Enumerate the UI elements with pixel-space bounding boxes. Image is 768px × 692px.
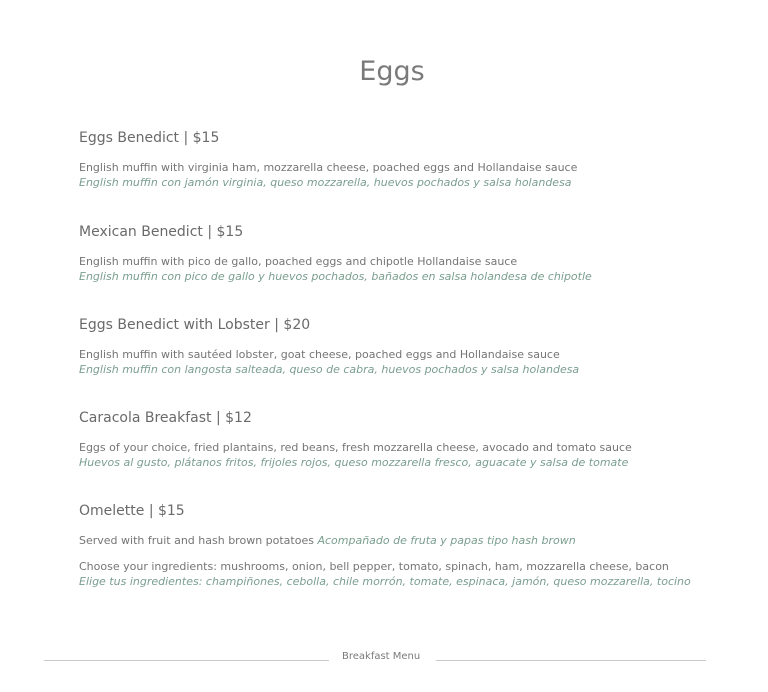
menu-item-description-en: Choose your ingredients: mushrooms, onion, bell pepper, tomato, spinach, ham, mozzarella cheese, bacon [79,560,669,573]
menu-item-description-es: English muffin con jamón virginia, queso mozzarella, huevos pochados y salsa holandesa [79,176,572,189]
menu-item-description-es: Elige tus ingredientes: champiñones, cebolla, chile morrón, tomate, espinaca, jamón, queso mozzarella, tocino [79,575,691,588]
menu-item-description-es: English muffin con pico de gallo y huevos pochados, bañados en salsa holandesa de chipotle [79,270,592,283]
menu-item-served-with [79,533,739,548]
menu-item-title: Eggs Benedict with Lobster | $20 [79,317,311,333]
footer-divider-left [44,660,329,661]
menu-item-title: Omelette | $15 [79,503,185,519]
menu-item-title: Eggs Benedict | $15 [79,130,220,146]
menu-item-description-en: English muffin with virginia ham, mozzarella cheese, poached eggs and Hollandaise sauce [79,161,578,174]
menu-item-omelette [79,502,739,589]
menu-item-eggs-benedict-lobster [79,316,739,377]
footer-divider-right [436,660,706,661]
menu-item-title: Mexican Benedict | $15 [79,224,244,240]
served-with-en: Served with fruit and hash brown potatoes [79,534,314,547]
served-with-es: Acompañado de fruta y papas tipo hash brown [317,534,576,547]
page-title: Eggs [359,56,425,87]
menu-item-mexican-benedict [79,223,739,284]
menu-item-description-en: Eggs of your choice, fried plantains, red beans, fresh mozzarella cheese, avocado and tomato sauce [79,441,632,454]
menu-item-title: Caracola Breakfast | $12 [79,410,252,426]
page-footer [44,651,706,667]
menu-item-description-es: English muffin con langosta salteada, queso de cabra, huevos pochados y salsa holandesa [79,363,580,376]
menu-item-description-en: English muffin with pico de gallo, poached eggs and chipotle Hollandaise sauce [79,255,518,268]
menu-item-description-es: Huevos al gusto, plátanos fritos, frijoles rojos, queso mozzarella fresco, aguacate y salsa de tomate [79,456,629,469]
menu-item-eggs-benedict [79,129,739,190]
footer-label: Breakfast Menu [342,651,421,662]
menu-item-description-en: English muffin with sautéed lobster, goat cheese, poached eggs and Hollandaise sauce [79,348,560,361]
menu-item-caracola-breakfast [79,409,739,470]
